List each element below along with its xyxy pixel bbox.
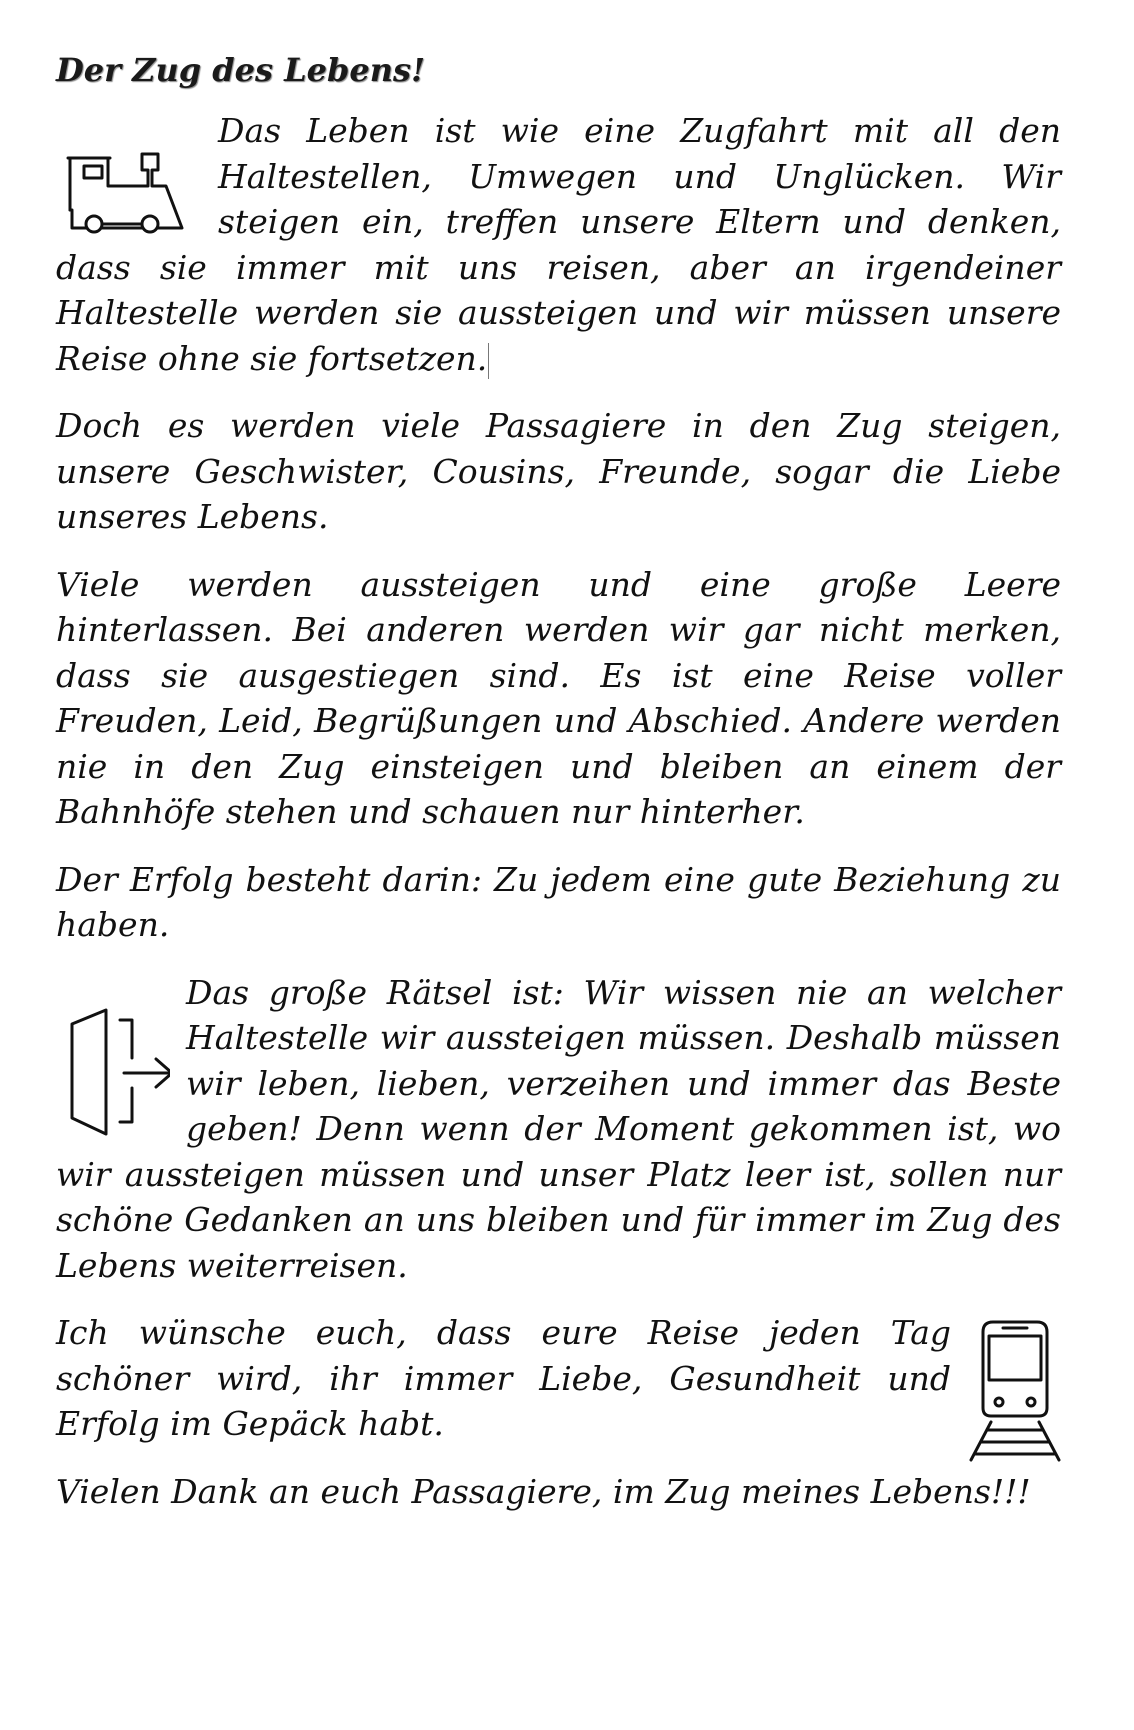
steam-locomotive-icon bbox=[64, 144, 190, 234]
exit-door-icon bbox=[70, 1006, 170, 1136]
paragraph-1: Das Leben ist wie eine Zugfahrt mit all den Haltestellen, Umwegen und Unglücken. Wir steigen ein, treffen unsere Eltern und denken, dass sie immer mit uns reisen, aber an irgendeiner Haltestelle werden sie aussteigen und wir müssen unsere Reise ohne sie fortsetzen. bbox=[56, 111, 1061, 378]
paragraph-7: Vielen Dank an euch Passagiere, im Zug meines Lebens!!! bbox=[56, 1471, 1031, 1511]
document bbox=[56, 50, 1061, 1536]
paragraph-5: Das große Rätsel ist: Wir wissen nie an welcher Haltestelle wir aussteigen müssen. Deshalb müssen wir leben, lieben, verzeihen und immer das Beste geben! Denn wenn der Moment gekommen ist, wo wir aussteigen müssen und unser Platz leer ist, sollen nur schöne Gedanken an uns bleiben und für immer im Zug des Lebens weiterreisen. bbox=[56, 972, 1061, 1285]
metro-train-icon bbox=[969, 1318, 1061, 1464]
paragraph-4: Der Erfolg besteht darin: Zu jedem eine gute Beziehung zu haben. bbox=[56, 859, 1061, 944]
paragraph-2: Doch es werden viele Passagiere in den Zug steigen, unsere Geschwister, Cousins, Freunde, sogar die Liebe unseres Lebens. bbox=[56, 406, 1061, 536]
paragraph-3: Viele werden aussteigen und eine große Leere hinterlassen. Bei anderen werden wir gar nicht merken, dass sie ausgestiegen sind. Es ist eine Reise voller Freuden, Leid, Begrüßungen und Abschied. Andere werden nie in den Zug einsteigen und bleiben an einem der Bahnhöfe stehen und schauen nur hinterher. bbox=[56, 564, 1061, 831]
paragraph-6: Ich wünsche euch, dass eure Reise jeden Tag schöner wird, ihr immer Liebe, Gesundheit und Erfolg im Gepäck habt. bbox=[56, 1313, 951, 1443]
document-title: Der Zug des Lebens! bbox=[56, 51, 426, 89]
text-cursor bbox=[488, 343, 489, 379]
